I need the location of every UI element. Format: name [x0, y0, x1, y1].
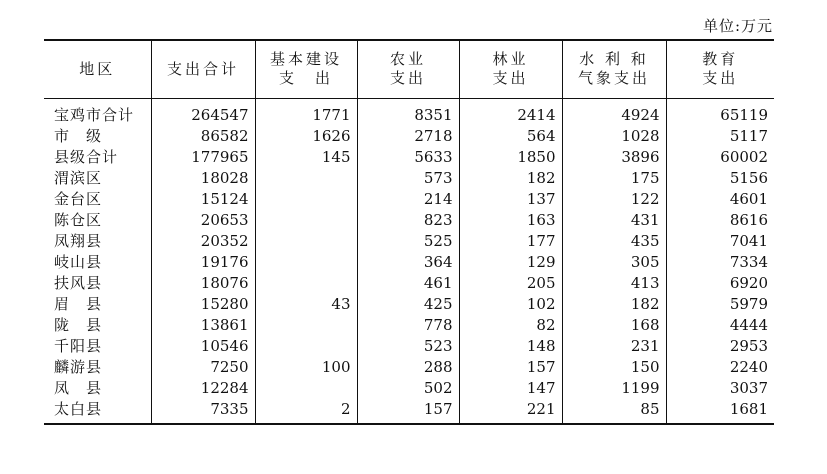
column-header-line: 地区 — [79, 59, 116, 78]
table-row — [44, 336, 774, 357]
value-cell: 823 — [357, 210, 459, 231]
value-cell: 137 — [459, 189, 562, 210]
value-cell: 43 — [255, 294, 357, 315]
value-cell — [255, 210, 357, 231]
value-cell: 168 — [562, 315, 666, 336]
region-cell: 岐山县 — [54, 252, 103, 271]
column-header-line: 教育 — [702, 50, 739, 69]
value-cell: 5979 — [666, 294, 774, 315]
column-header — [459, 40, 562, 98]
column-header-line: 基本建设 — [269, 50, 342, 69]
value-cell: 7335 — [151, 399, 255, 424]
value-cell: 15124 — [151, 189, 255, 210]
column-header-line: 支出合计 — [166, 59, 239, 78]
table-row — [44, 294, 774, 315]
table-row — [44, 315, 774, 336]
value-cell: 60002 — [666, 147, 774, 168]
value-cell: 413 — [562, 273, 666, 294]
expenditure-table — [44, 39, 774, 425]
value-cell: 523 — [357, 336, 459, 357]
value-cell — [255, 336, 357, 357]
column-header-line: 支出 — [389, 69, 426, 88]
region-cell: 市 级 — [54, 126, 103, 145]
value-cell — [255, 378, 357, 399]
column-header — [44, 40, 151, 98]
value-cell: 1626 — [255, 126, 357, 147]
value-cell: 122 — [562, 189, 666, 210]
value-cell: 150 — [562, 357, 666, 378]
value-cell: 364 — [357, 252, 459, 273]
column-header-line: 支出 — [702, 69, 739, 88]
value-cell: 182 — [459, 168, 562, 189]
value-cell: 20352 — [151, 231, 255, 252]
value-cell: 175 — [562, 168, 666, 189]
value-cell: 2953 — [666, 336, 774, 357]
value-cell: 1199 — [562, 378, 666, 399]
value-cell: 10546 — [151, 336, 255, 357]
region-cell: 陇 县 — [54, 315, 103, 334]
value-cell — [255, 231, 357, 252]
table-row — [44, 147, 774, 168]
header-row — [44, 40, 774, 98]
value-cell: 1850 — [459, 147, 562, 168]
value-cell: 221 — [459, 399, 562, 424]
column-header — [357, 40, 459, 98]
table-body — [44, 98, 774, 424]
value-cell: 431 — [562, 210, 666, 231]
value-cell: 82 — [459, 315, 562, 336]
value-cell: 147 — [459, 378, 562, 399]
table-row — [44, 189, 774, 210]
value-cell: 305 — [562, 252, 666, 273]
column-header — [151, 40, 255, 98]
column-header-line: 林业 — [492, 50, 529, 69]
region-cell: 凤翔县 — [54, 231, 103, 250]
table-row — [44, 252, 774, 273]
region-cell: 陈仓区 — [54, 210, 103, 229]
value-cell: 5633 — [357, 147, 459, 168]
value-cell: 214 — [357, 189, 459, 210]
region-cell: 麟游县 — [54, 357, 103, 376]
value-cell: 8616 — [666, 210, 774, 231]
value-cell: 85 — [562, 399, 666, 424]
value-cell: 573 — [357, 168, 459, 189]
value-cell: 1028 — [562, 126, 666, 147]
value-cell: 1771 — [255, 98, 357, 126]
value-cell: 1681 — [666, 399, 774, 424]
value-cell: 177965 — [151, 147, 255, 168]
unit-label: 单位:万元 — [702, 17, 773, 35]
value-cell: 7250 — [151, 357, 255, 378]
value-cell: 5156 — [666, 168, 774, 189]
region-cell: 眉 县 — [54, 294, 103, 313]
value-cell: 4444 — [666, 315, 774, 336]
value-cell: 157 — [357, 399, 459, 424]
value-cell — [255, 315, 357, 336]
table-row — [44, 231, 774, 252]
value-cell: 157 — [459, 357, 562, 378]
value-cell: 6920 — [666, 273, 774, 294]
table-row — [44, 357, 774, 378]
value-cell: 502 — [357, 378, 459, 399]
region-cell: 扶风县 — [54, 273, 103, 292]
table-row — [44, 126, 774, 147]
column-header — [666, 40, 774, 98]
table-row — [44, 273, 774, 294]
column-header-line: 气象支出 — [577, 69, 650, 88]
value-cell: 288 — [357, 357, 459, 378]
value-cell: 129 — [459, 252, 562, 273]
table-row — [44, 210, 774, 231]
value-cell: 177 — [459, 231, 562, 252]
value-cell: 8351 — [357, 98, 459, 126]
column-header-line: 支出 — [492, 69, 529, 88]
value-cell: 2718 — [357, 126, 459, 147]
column-header-line: 农业 — [389, 50, 426, 69]
value-cell: 2240 — [666, 357, 774, 378]
value-cell: 18028 — [151, 168, 255, 189]
value-cell: 7334 — [666, 252, 774, 273]
value-cell: 4601 — [666, 189, 774, 210]
value-cell: 264547 — [151, 98, 255, 126]
value-cell: 19176 — [151, 252, 255, 273]
value-cell: 564 — [459, 126, 562, 147]
value-cell: 100 — [255, 357, 357, 378]
value-cell: 18076 — [151, 273, 255, 294]
table-row — [44, 98, 774, 126]
value-cell: 7041 — [666, 231, 774, 252]
value-cell: 182 — [562, 294, 666, 315]
table-row — [44, 378, 774, 399]
value-cell: 2 — [255, 399, 357, 424]
value-cell: 205 — [459, 273, 562, 294]
value-cell: 65119 — [666, 98, 774, 126]
region-cell: 宝鸡市合计 — [54, 105, 135, 124]
value-cell: 425 — [357, 294, 459, 315]
value-cell: 145 — [255, 147, 357, 168]
value-cell: 3896 — [562, 147, 666, 168]
region-cell: 凤 县 — [54, 378, 103, 397]
value-cell — [255, 189, 357, 210]
value-cell: 12284 — [151, 378, 255, 399]
value-cell: 461 — [357, 273, 459, 294]
column-header — [562, 40, 666, 98]
value-cell: 102 — [459, 294, 562, 315]
value-cell: 231 — [562, 336, 666, 357]
value-cell: 2414 — [459, 98, 562, 126]
region-cell: 千阳县 — [54, 336, 103, 355]
region-cell: 县级合计 — [54, 147, 119, 166]
column-header — [255, 40, 357, 98]
value-cell: 435 — [562, 231, 666, 252]
region-cell: 金台区 — [54, 189, 103, 208]
value-cell: 86582 — [151, 126, 255, 147]
region-cell: 太白县 — [44, 399, 151, 424]
table-row — [44, 168, 774, 189]
value-cell: 20653 — [151, 210, 255, 231]
region-cell: 渭滨区 — [54, 168, 103, 187]
column-header-line: 支 出 — [278, 69, 333, 88]
value-cell: 5117 — [666, 126, 774, 147]
value-cell: 4924 — [562, 98, 666, 126]
value-cell: 3037 — [666, 378, 774, 399]
column-header-line: 水 利 和 — [579, 50, 649, 69]
value-cell — [255, 252, 357, 273]
value-cell: 778 — [357, 315, 459, 336]
value-cell: 163 — [459, 210, 562, 231]
value-cell — [255, 168, 357, 189]
table-row — [44, 399, 774, 424]
value-cell: 15280 — [151, 294, 255, 315]
value-cell: 148 — [459, 336, 562, 357]
value-cell — [255, 273, 357, 294]
value-cell: 13861 — [151, 315, 255, 336]
value-cell: 525 — [357, 231, 459, 252]
